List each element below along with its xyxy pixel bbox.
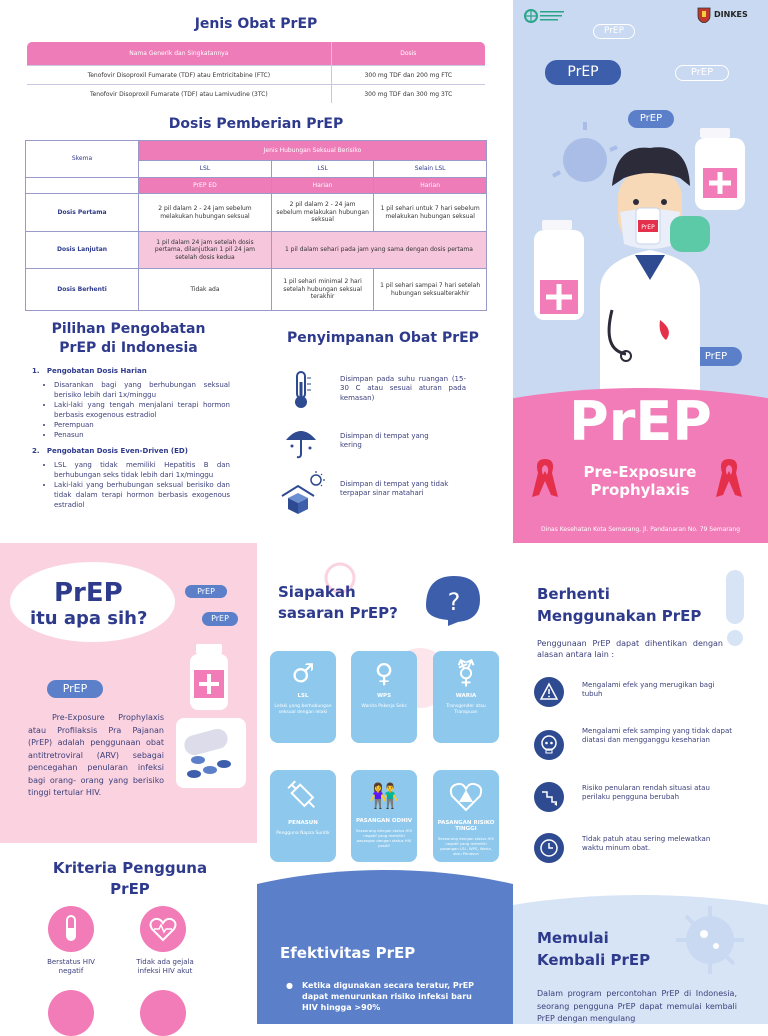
criteria-icon xyxy=(140,990,186,1036)
bottle-label: PrEP xyxy=(641,224,655,231)
pilihan-title-line1: Pilihan Pengobatan xyxy=(51,321,206,337)
table-cell: 2 pil dalam 2 - 24 jam sebelum melakukan hubungan seksual xyxy=(271,194,373,232)
target-card-pasangan-risiko xyxy=(433,770,499,862)
berhenti-title-line2: Menggunakan PrEP xyxy=(537,607,702,625)
list-item: • Perempuan xyxy=(54,420,230,430)
dosis-table xyxy=(25,140,487,311)
cover-subtitle-line2: Prophylaxis xyxy=(590,481,690,499)
berhenti-item: Risiko penularan rendah situasi atau perilaku pengguna berubah xyxy=(582,784,710,802)
prep-tag: PrEP xyxy=(545,60,621,85)
table-header: PrEP ED xyxy=(139,178,272,194)
table-cell: 1 pil sehari untuk 7 hari sebelum melakukan hubungan seksual xyxy=(374,194,487,232)
table-cell: 300 mg TDF dan 300 mg 3TC xyxy=(331,85,485,104)
target-card-penasun xyxy=(270,770,336,862)
efektivitas-title: Efektivitas PrEP xyxy=(280,944,416,962)
ribbon-icon xyxy=(530,455,560,505)
target-card-pasangan-odhiv xyxy=(351,770,417,862)
table-header: Harian xyxy=(271,178,373,194)
list-item: • LSL yang tidak memiliki Hepatitis B dan berhubungan seks tidak lebih dari 1x/minggu xyxy=(54,460,230,480)
umbrella-icon xyxy=(284,424,318,464)
efektivitas-bullet xyxy=(286,980,482,1013)
thermometer-icon xyxy=(288,370,314,414)
bullet-dot: ● xyxy=(286,981,293,990)
card-title: PASANGAN ODHIV xyxy=(355,818,413,824)
card-title: WPS xyxy=(376,693,392,699)
list-heading: 2. Pengobatan Dosis Even-Driven (ED) xyxy=(32,447,188,455)
table-cell: 1 pil dalam sehari pada jam yang sama dengan dosis pertama xyxy=(271,232,486,269)
pill-bottle-icon xyxy=(186,642,232,716)
kriteria-title xyxy=(20,858,240,900)
card-title: PENASUN xyxy=(288,820,318,826)
list-item: • Penasun xyxy=(54,430,230,440)
table-cell: 300 mg TDF dan 200 mg FTC xyxy=(331,66,485,85)
heart-warning-icon xyxy=(433,778,499,816)
cover-title: PrEP xyxy=(569,390,712,453)
prep-tag: PrEP xyxy=(690,347,742,366)
apa-body: Pre-Exposure Prophylaxis atau Profilaksis Pra Pajanan (PrEP) adalah penggunaan obat antitretroviral (ARV) sebagai pencegahan penularan infeksi bagi orang- orang yang berisiko tinggi tertular HIV. xyxy=(28,713,164,797)
clock-icon xyxy=(534,833,564,863)
table-header: Harian xyxy=(374,178,487,194)
jenis-obat-title: Jenis Obat PrEP xyxy=(194,16,318,32)
skull-icon xyxy=(534,730,564,760)
penyimpanan-title: Penyimpanan Obat PrEP xyxy=(287,330,479,346)
row-label: Dosis Berhenti xyxy=(26,269,139,311)
table-header: Dosis xyxy=(331,42,485,66)
svg-text:?: ? xyxy=(447,588,461,616)
criteria-icon xyxy=(48,990,94,1036)
prep-tag: PrEP xyxy=(628,110,674,128)
female-icon: ♀ xyxy=(374,659,394,689)
efektivitas-text: Ketika digunakan secara teratur, PrEP dapat menurunkan risiko infeksi baru HIV hingga >90% xyxy=(302,981,475,1012)
storage-item: Disimpan di tempat yang tidak terpapar sinar matahari xyxy=(340,480,449,498)
card-desc: Transgender atau Transpuan xyxy=(446,704,486,715)
test-tube-icon xyxy=(48,906,94,956)
target-card-lsl xyxy=(270,651,336,743)
card-desc: Wanita Pekerja Seks xyxy=(361,704,407,709)
kriteria-title-line1: Kriteria Pengguna xyxy=(52,859,208,877)
berhenti-item: Tidak patuh atau sering melewatkan waktu minum obat. xyxy=(582,835,711,853)
cover-address: Dinas Kesehatan Kota Semarang, Jl. Pandanaran No. 79 Semarang xyxy=(540,526,741,533)
trend-down-icon xyxy=(534,782,564,812)
memulai-body: Dalam program percontohan PrEP di Indonesia, seorang pengguna PrEP dapat memulai kembali PrEP dengan mengulang xyxy=(537,989,737,1023)
pills-icon xyxy=(176,718,246,792)
table-header: LSL xyxy=(271,161,373,178)
pilihan-title-line2: PrEP di Indonesia xyxy=(59,340,198,356)
table-cell: Tenofovir Disoproxil Fumarate (TDF) atau Emtricitabine (FTC) xyxy=(27,66,332,85)
table-header: Nama Generik dan Singkatannya xyxy=(129,50,229,57)
prep-tag: PrEP xyxy=(593,24,635,39)
memulai-title-line1: Memulai xyxy=(537,929,609,947)
box-sun-icon xyxy=(280,470,328,520)
memulai-title-line2: Kembali PrEP xyxy=(537,951,651,969)
table-header: LSL xyxy=(139,161,272,178)
apa-title-line1: PrEP xyxy=(54,578,123,608)
prep-tag: PrEP xyxy=(675,65,729,81)
kemenkes-logo-icon xyxy=(524,6,566,30)
kriteria-item: Tidak ada gejala infeksi HIV akut xyxy=(136,958,194,976)
list-item: • Disarankan bagi yang berhubungan seksual berisiko lebih dari 1x/minggu xyxy=(54,380,230,400)
list-heading-text: Pengobatan Dosis Harian xyxy=(46,367,147,375)
kriteria-title-line2: PrEP xyxy=(110,880,150,898)
target-card-waria xyxy=(433,651,499,743)
berhenti-title xyxy=(537,583,701,627)
table-header: Skema xyxy=(26,141,139,178)
couple-icon: 👫 xyxy=(369,782,399,810)
card-desc: Lelaki yang berhubungan seksual dengan lelaki xyxy=(274,704,332,715)
transgender-icon: ⚧ xyxy=(455,659,477,689)
dinkes-label: DINKES xyxy=(714,10,748,19)
card-desc: Pengguna Napza Suntik xyxy=(276,831,330,836)
pilihan-list xyxy=(32,366,230,510)
table-cell: Tenofovir Disoproxil Fumarate (TDF) atau Lamivudine (3TC) xyxy=(27,85,332,104)
card-title: WARIA xyxy=(455,693,477,699)
table-header: Jenis Hubungan Seksual Berisiko xyxy=(139,141,487,161)
memulai-title xyxy=(537,927,650,971)
card-title: LSL xyxy=(297,693,309,699)
question-head-icon xyxy=(418,568,488,632)
storage-item: Disimpan pada suhu ruangan (15-30 C atau sesuai aturan pada kemasan) xyxy=(340,375,466,402)
jenis-obat-table xyxy=(26,41,486,104)
prep-tag: PrEP xyxy=(185,585,227,598)
storage-item: Disimpan di tempat yang kering xyxy=(340,432,429,450)
card-desc: Seseorang dengan status HIV negatif yang memiliki pasangan LSL, WPS, Waria, atau Penasun xyxy=(437,836,495,856)
sasaran-title xyxy=(278,582,398,624)
target-card-wps xyxy=(351,651,417,743)
list-item: • Laki-laki yang berhubungan seksual berisiko dan tidak dalam terapi hormon berbasis exogenous estradiol xyxy=(54,480,230,510)
dinkes-logo-icon xyxy=(697,7,711,27)
prep-tag: PrEP xyxy=(47,680,103,698)
list-heading-text: Pengobatan Dosis Even-Driven (ED) xyxy=(46,447,188,455)
table-cell: Tidak ada xyxy=(139,269,272,311)
table-cell: 2 pil dalam 2 - 24 jam sebelum melakukan hubungan seksual xyxy=(139,194,272,232)
row-label: Dosis Pertama xyxy=(26,194,139,232)
prep-tag: PrEP xyxy=(202,612,238,626)
berhenti-title-line1: Berhenti xyxy=(537,585,610,603)
list-heading: 1. Pengobatan Dosis Harian xyxy=(32,367,147,375)
kriteria-item: Berstatus HIV negatif xyxy=(47,958,95,976)
syringe-icon xyxy=(270,778,336,816)
doctor-illustration-icon xyxy=(520,120,768,394)
male-icon: ♂ xyxy=(291,659,315,689)
warning-icon xyxy=(534,677,564,707)
sasaran-title-line1: Siapakah xyxy=(278,583,356,601)
cover-subtitle xyxy=(560,463,720,499)
table-cell: 1 pil sehari sampai 7 hari setelah hubungan seksualterakhir xyxy=(374,269,487,311)
table-cell: 1 pil sehari minimal 2 hari setelah hubungan seksual terakhir xyxy=(271,269,373,311)
row-label: Dosis Lanjutan xyxy=(26,232,139,269)
list-item: • Laki-laki yang tengah menjalani terapi hormon berbasis exogenous estradiol xyxy=(54,400,230,420)
berhenti-item: Mengalami efek samping yang tidak dapat diatasi dan mengganggu keseharian xyxy=(582,727,732,745)
exclamation-icon xyxy=(722,568,748,652)
berhenti-item: Mengalami efek yang merugikan bagi tubuh xyxy=(582,681,715,699)
card-desc: Seseorang dengan status HIV negatif yang memiliki pasangan dengan status HIV positif xyxy=(355,828,413,848)
table-cell: 1 pil dalam 24 jam setelah dosis pertama, dilanjutkan 1 pil 24 jam setelah dosis kedua xyxy=(139,232,272,269)
cover-subtitle-line1: Pre-Exposure xyxy=(583,463,697,481)
pilihan-title xyxy=(26,320,231,358)
heart-monitor-icon xyxy=(140,906,186,956)
virus-icon xyxy=(670,900,750,984)
apa-title xyxy=(30,578,170,630)
sasaran-title-line2: sasaran PrEP? xyxy=(278,604,398,622)
card-title: PASANGAN RISIKO TINGGI xyxy=(437,820,495,832)
apa-title-line2: itu apa sih? xyxy=(30,608,148,629)
dosis-title: Dosis Pemberian PrEP xyxy=(168,116,344,132)
berhenti-intro: Penggunaan PrEP dapat dihentikan dengan alasan antara lain : xyxy=(537,639,723,659)
table-header: Selain LSL xyxy=(374,161,487,178)
